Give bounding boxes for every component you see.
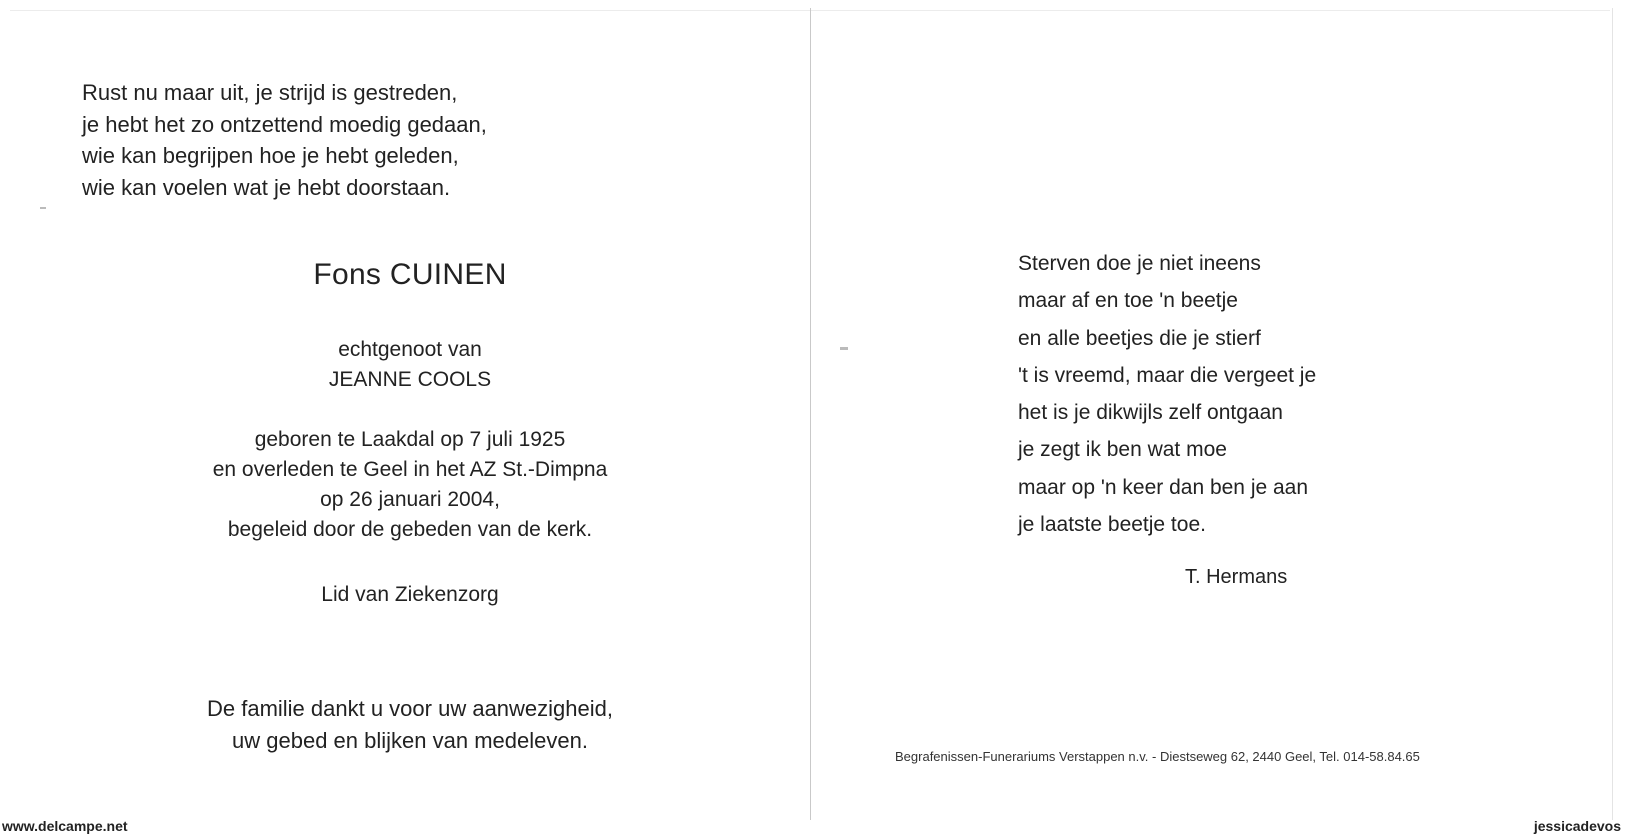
page-edge [1612,8,1613,820]
opening-poem [82,77,487,203]
poem-line: het is je dikwijls zelf ontgaan [1018,401,1283,425]
watermark-right: jessicadevos [1533,818,1621,834]
spouse-info [150,335,670,395]
biography [150,425,670,545]
thanks-line: De familie dankt u voor uw aanwezigheid, [206,696,613,721]
poem-line: je zegt ik ben wat moe [1018,438,1227,462]
birth-line: geboren te Laakdal op 7 juli 1925 [254,428,566,451]
poem-author: T. Hermans [1185,566,1288,588]
poem-line: je hebt het zo ontzettend moedig gedaan, [82,111,487,137]
poem-line: wie kan begrijpen hoe je hebt geleden, [82,143,459,168]
church-line: begeleid door de gebeden van de kerk. [227,518,593,541]
poem-line: en alle beetjes die je stierf [1018,326,1261,350]
poem-line: 't is vreemd, maar die vergeet je [1018,363,1317,387]
poem-line: maar af en toe 'n beetje [1018,289,1238,313]
poem-line: je laatste beetje toe. [1018,513,1206,537]
card-fold-line [810,8,811,820]
spouse-name: JEANNE COOLS [328,368,492,391]
funeral-home-info: Begrafenissen-Funerariums Verstappen n.v. - Diestseweg 62, 2440 Geel, Tel. 014-58.84.65 [895,749,1420,764]
paper-speck [40,207,46,209]
poem-line: wie kan voelen wat je hebt doorstaan. [82,174,451,200]
membership-note: Lid van Ziekenzorg [321,583,499,606]
deceased-name: Fons CUINEN [313,258,507,291]
spouse-label: echtgenoot van [338,338,482,361]
poem-line: Rust nu maar uit, je strijd is gestreden, [82,80,458,105]
paper-speck [840,347,848,350]
poem-line: Sterven doe je niet ineens [1018,252,1261,275]
thanks-line: uw gebed en blijken van medeleven. [232,728,588,753]
family-thanks [150,693,670,757]
death-date-line: op 26 januari 2004, [320,488,500,511]
watermark-left: www.delcampe.net [2,818,128,834]
death-place-line: en overleden te Geel in het AZ St.-Dimpna [212,458,608,481]
closing-poem [1018,245,1316,543]
poem-line: maar op 'n keer dan ben je aan [1018,475,1309,499]
